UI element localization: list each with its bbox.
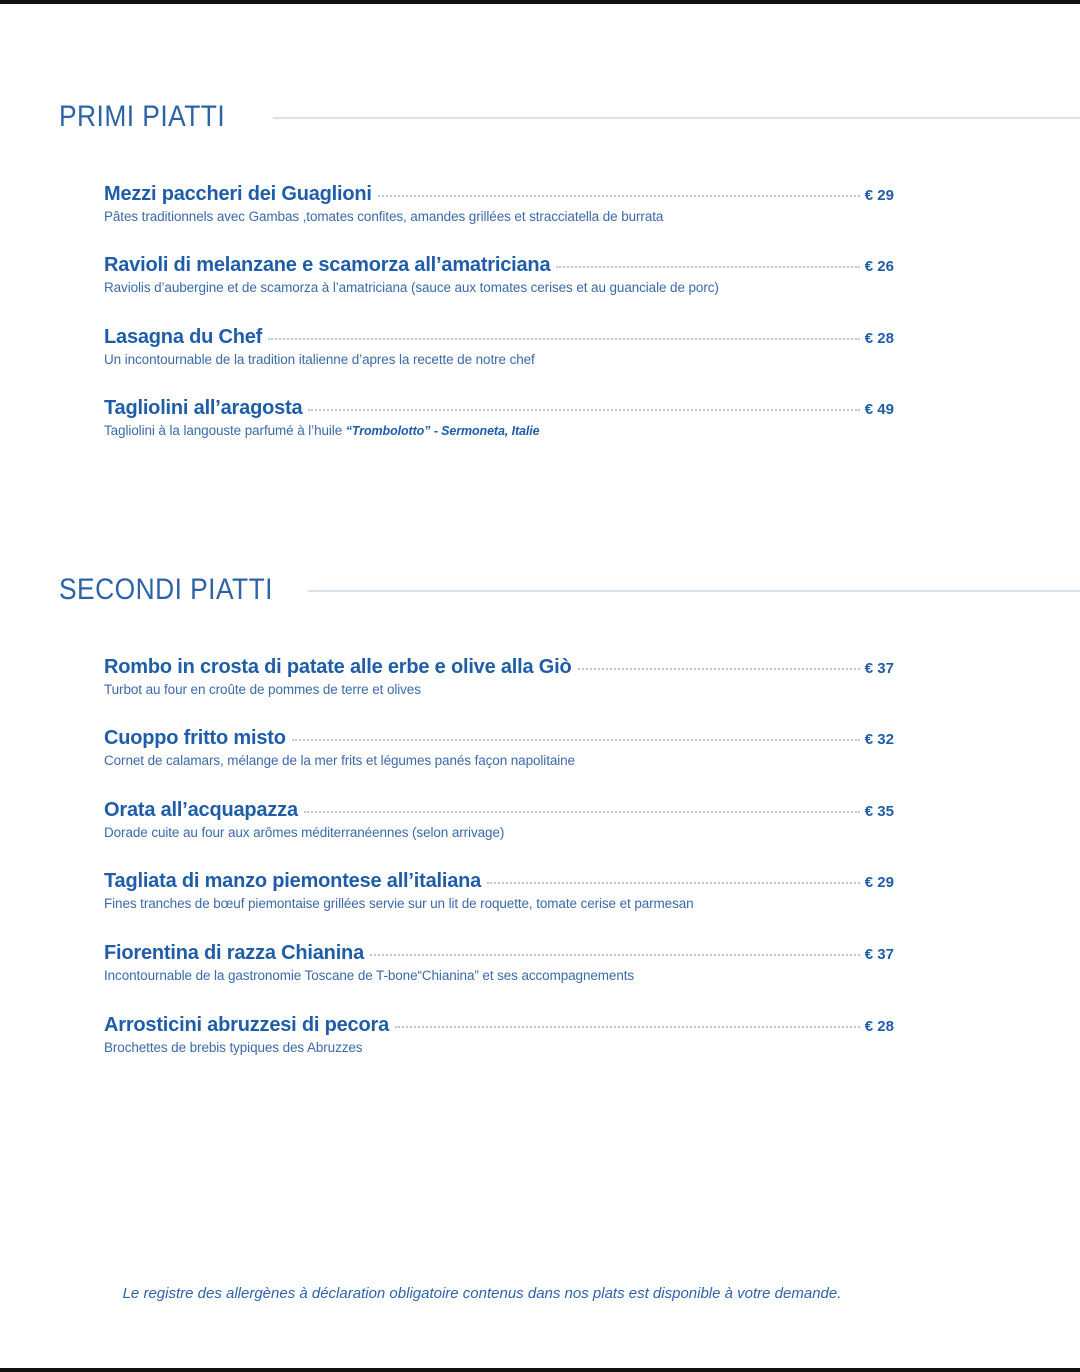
top-border — [0, 0, 1080, 4]
dot-leader — [578, 668, 860, 670]
dish-name: Lasagna du Chef — [104, 326, 263, 348]
dish-name: Fiorentina di razza Chianina — [104, 942, 364, 964]
section-title: SECONDI PIATTI — [59, 573, 273, 606]
dish-name: Tagliata di manzo piemontese all’italiana — [104, 870, 482, 892]
menu-item — [104, 799, 894, 840]
menu-item — [104, 254, 894, 295]
dish-name: Arrosticini abruzzesi di pecora — [104, 1014, 389, 1036]
dot-leader — [487, 882, 860, 884]
dish-price: € 29 — [864, 187, 894, 204]
oil-origin-note: “Trombolotto” - Sermoneta, Italie — [345, 424, 540, 438]
section-divider — [273, 117, 1080, 119]
dish-name: Rombo in crosta di patate alle erbe e olive alla Giò — [104, 656, 572, 678]
bottom-border — [0, 1368, 1080, 1372]
dot-leader — [395, 1026, 860, 1028]
dot-leader — [556, 266, 860, 268]
section-header-secondi — [59, 570, 1080, 610]
dish-description: Dorade cuite au four aux arômes méditerranéennes (selon arrivage) — [104, 825, 505, 840]
dish-name: Mezzi paccheri dei Guaglioni — [104, 183, 372, 205]
dish-description: Cornet de calamars, mélange de la mer frits et légumes panés façon napolitaine — [104, 753, 575, 768]
dot-leader — [308, 409, 860, 411]
dish-price: € 37 — [864, 660, 894, 677]
dish-price: € 49 — [864, 401, 894, 418]
dot-leader — [292, 739, 860, 741]
dot-leader — [268, 338, 860, 340]
section-title: PRIMI PIATTI — [59, 100, 226, 133]
section-header-primi — [59, 97, 1080, 137]
dish-price: € 28 — [864, 1018, 894, 1035]
dish-name: Ravioli di melanzane e scamorza all’amatriciana — [104, 254, 551, 276]
dish-description: Fines tranches de bœuf piemontaise grillées servie sur un lit de roquette, tomate cerise et parmesan — [104, 896, 694, 911]
menu-item — [104, 1014, 894, 1055]
dish-name: Tagliolini all’aragosta — [104, 397, 303, 419]
menu-item — [104, 942, 894, 983]
dish-price: € 26 — [864, 258, 894, 275]
allergen-notice: Le registre des allergènes à déclaration obligatoire contenus dans nos plats est disponible à votre demande. — [122, 1285, 842, 1302]
dish-price: € 28 — [864, 330, 894, 347]
section-divider — [308, 590, 1080, 592]
menu-item — [104, 727, 894, 768]
menu-item — [104, 183, 894, 224]
dot-leader — [304, 811, 860, 813]
dish-description: Un incontournable de la tradition italienne d’apres la recette de notre chef — [104, 352, 535, 367]
dish-description: Raviolis d’aubergine et de scamorza à l’amatriciana (sauce aux tomates cerises et au guanciale de porc) — [104, 280, 719, 295]
dish-description-text: Tagliolini à la langouste parfumé à l’huile — [104, 423, 343, 438]
dish-description: Brochettes de brebis typiques des Abruzzes — [104, 1040, 363, 1055]
dish-price: € 29 — [864, 874, 894, 891]
dish-description — [104, 423, 894, 438]
menu-item — [104, 326, 894, 367]
dot-leader — [370, 954, 860, 956]
dot-leader — [378, 195, 860, 197]
dish-description: Pâtes traditionnels avec Gambas ,tomates confites, amandes grillées et stracciatella de burrata — [104, 209, 664, 224]
dish-description: Incontournable de la gastronomie Toscane de T-bone“Chianina” et ses accompagnements — [104, 968, 635, 983]
menu-item — [104, 397, 894, 438]
dish-price: € 37 — [864, 946, 894, 963]
dish-description: Turbot au four en croûte de pommes de terre et olives — [104, 682, 421, 697]
dish-name: Cuoppo fritto misto — [104, 727, 286, 749]
menu-item — [104, 656, 894, 697]
dish-name: Orata all’acquapazza — [104, 799, 298, 821]
dish-price: € 35 — [864, 803, 894, 820]
dish-price: € 32 — [864, 731, 894, 748]
menu-item — [104, 870, 894, 911]
